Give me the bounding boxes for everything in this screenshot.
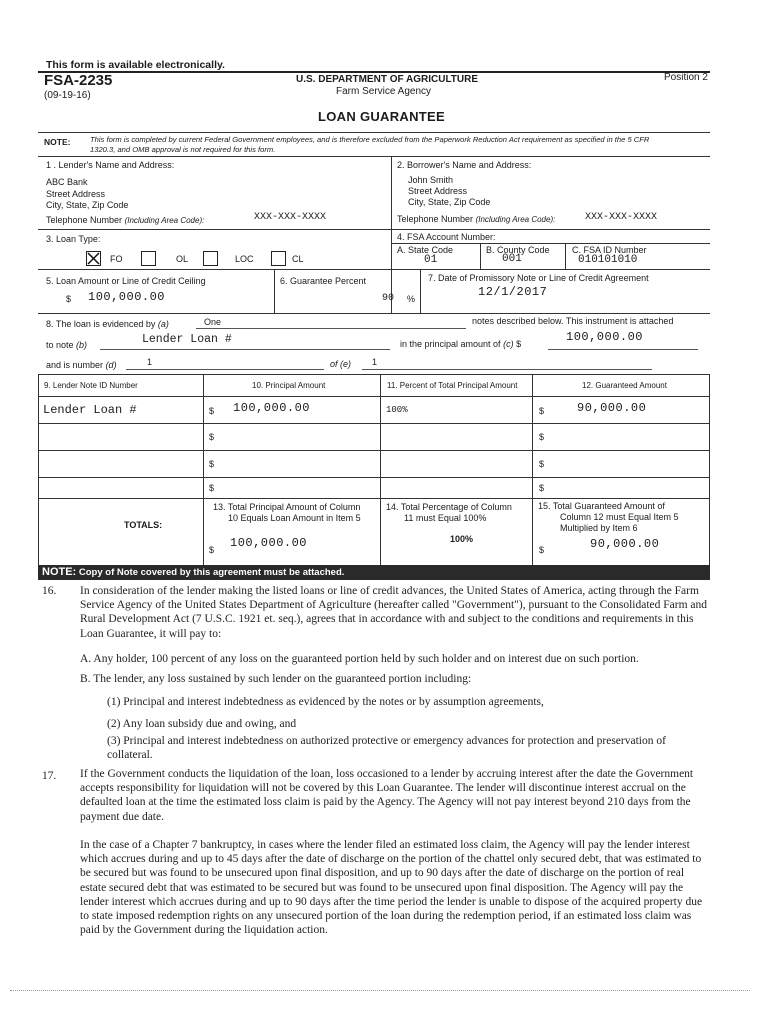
table-line [38, 423, 710, 424]
checkbox-loc[interactable] [203, 251, 218, 266]
note-bar-label: NOTE: [42, 566, 77, 578]
total13-currency: $ [209, 545, 215, 555]
table-line [38, 450, 710, 451]
phone-label-text: Telephone Number [46, 215, 123, 225]
county-code-value[interactable]: 001 [502, 253, 522, 265]
col-header-note-id: 9. Lender Note ID Number [44, 381, 138, 390]
item8-d-label: (d) [105, 360, 117, 370]
lender-label: 1 . Lender's Name and Address: [46, 160, 175, 170]
grid-line [480, 243, 481, 269]
table-line [38, 498, 710, 499]
item8-b-underline [100, 349, 390, 350]
item8-notes-text: notes described below. This instrument is attached [472, 316, 674, 326]
totals-label: TOTALS: [124, 520, 163, 530]
note-text-2: 1320.3, and OMB approval is not required for this form. [90, 145, 276, 154]
item-b2: (2) Any loan subsidy due and owing, and [107, 718, 297, 730]
loan-amount-value[interactable]: 100,000.00 [88, 290, 166, 304]
grid-line [38, 313, 710, 314]
form-title: LOAN GUARANTEE [318, 109, 445, 124]
lender-street: Street Address [46, 189, 106, 199]
phone-label-text: Telephone Number [397, 214, 474, 224]
item8-c-label: (c) [503, 339, 514, 349]
lender-phone-value[interactable]: XXX-XXX-XXXX [254, 212, 327, 223]
grid-line [420, 269, 421, 313]
table-row-2-currency: $ [209, 432, 215, 442]
grid-line [38, 229, 710, 230]
loan-type-label: 3. Loan Type: [46, 234, 101, 244]
state-code-label: A. State Code [397, 245, 454, 255]
item8-e-underline [362, 369, 652, 370]
table-row-3-g-currency: $ [539, 459, 545, 469]
table-row-3-currency: $ [209, 459, 215, 469]
item8-b-label: (b) [76, 340, 88, 350]
table-line [38, 396, 710, 397]
item8-a-value[interactable]: One [204, 317, 222, 327]
total15-value[interactable]: 90,000.00 [590, 537, 660, 551]
item8-e-value[interactable]: 1 [372, 357, 378, 367]
lender-phone-label [46, 215, 204, 225]
fsa-id-label: C. FSA ID Number [572, 245, 647, 255]
note-top-rule [38, 132, 710, 133]
col-header-percent: 11. Percent of Total Principal Amount [387, 381, 518, 390]
borrower-phone-value[interactable]: XXX-XXX-XXXX [585, 212, 658, 223]
item8-d-underline [126, 369, 324, 370]
total13-value[interactable]: 100,000.00 [230, 536, 308, 550]
lender-name: ABC Bank [46, 177, 88, 187]
p17-number: 17. [42, 770, 57, 782]
table-row-1-g-currency: $ [539, 406, 545, 416]
paragraph-17: If the Government conducts the liquidation of the loan, loss occasioned to a lender by accruing interest after the date the Government accepts responsibility for liquidation will not be covered by this Loan Guarantee. The lender will discontinue interest accrual on the defaulted loan at the time the estimated loss claim is paid by the Agency. The Agency will not pay interest beyond 210 days from the payment due date. [80, 768, 694, 823]
fsa-account-label: 4. FSA Account Number: [397, 232, 496, 242]
item8-a-underline [196, 328, 466, 329]
form-number: FSA-2235 [44, 72, 113, 89]
table-row-1-currency: $ [209, 406, 215, 416]
table-line [38, 374, 710, 375]
note-date-value[interactable]: 12/1/2017 [478, 285, 548, 299]
table-row-1-note-id[interactable]: Lender Loan # [43, 403, 137, 417]
table-row-4-currency: $ [209, 483, 215, 493]
guarantee-percent-unit: % [407, 294, 416, 304]
item-b1: (1) Principal and interest indebtedness as evidenced by the notes or by assumption agreements, [107, 696, 544, 708]
principal-text: in the principal amount of [400, 339, 501, 349]
to-note-text: to note [46, 340, 74, 350]
total15-line3: Multiplied by Item 6 [560, 523, 638, 533]
item8-c-currency: $ [516, 339, 522, 349]
item-a: A. Any holder, 100 percent of any loss on the guaranteed portion held by such holder and on interest due on such portion. [80, 653, 639, 665]
lender-city: City, State, Zip Code [46, 200, 129, 210]
total14-line2: 11 must Equal 100% [404, 513, 487, 523]
availability-note: This form is available electronically. [46, 59, 225, 71]
grid-line [274, 269, 275, 313]
item8-and-number [46, 360, 117, 370]
bottom-rule [10, 990, 750, 991]
item8-principal-text [400, 339, 521, 349]
item8-c-value[interactable]: 100,000.00 [566, 330, 644, 344]
item8-c-underline [548, 349, 698, 350]
loan-amount-label: 5. Loan Amount or Line of Credit Ceiling [46, 276, 206, 286]
option-fo-label: FO [110, 254, 123, 264]
table-row-1-percent[interactable]: 100% [386, 405, 408, 415]
total13-line1: 13. Total Principal Amount of Column [213, 502, 361, 512]
total15-line1: 15. Total Guaranteed Amount of [538, 501, 665, 511]
guarantee-percent-value[interactable]: 90 [382, 293, 395, 304]
check-x-icon [87, 252, 100, 265]
option-cl-label: CL [292, 254, 304, 264]
checkbox-cl[interactable] [271, 251, 286, 266]
item8-b-value[interactable]: Lender Loan # [142, 333, 232, 346]
total13-line2: 10 Equals Loan Amount in Item 5 [228, 513, 361, 523]
table-row-4-g-currency: $ [539, 483, 545, 493]
item-b3: (3) Principal and interest indebtedness on authorized protective or emergency advances for protection and preservation of collateral. [107, 735, 666, 762]
guarantee-percent-label: 6. Guarantee Percent [280, 276, 367, 286]
item-b: B. The lender, any loss sustained by such lender on the guaranteed portion including: [80, 673, 472, 685]
agency: Farm Service Agency [336, 86, 432, 97]
item8-to-note [46, 340, 87, 350]
borrower-name: John Smith [408, 175, 454, 185]
total14-value[interactable]: 100% [450, 534, 474, 544]
item8-intro-text: 8. The loan is evidenced by [46, 319, 156, 329]
table-line [203, 374, 204, 566]
paragraph-16: In consideration of the lender making the listed loans or line of credit advances, the United States of America, acting through the Farm Service Agency of the United States Department of Agriculture (hereafter called "Government"), pursuant to the Consolidated Farm and Rural Development Act (7 U.S.C. 1921 et. seq.), agrees that in accordance with and subject to the conditions and requirements in this Loan Guarantee, it will pay to: [80, 585, 707, 640]
borrower-street: Street Address [408, 186, 468, 196]
borrower-city: City, State, Zip Code [408, 197, 491, 207]
table-line [532, 374, 533, 566]
item8-intro [46, 319, 169, 329]
note-bar-text: Copy of Note covered by this agreement must be attached. [78, 567, 345, 578]
grid-line [391, 243, 710, 244]
grid-line [391, 156, 392, 313]
total15-currency: $ [539, 545, 545, 555]
table-row-1-guaranteed[interactable]: 90,000.00 [577, 401, 647, 415]
borrower-label: 2. Borrower's Name and Address: [397, 160, 532, 170]
total14-line1: 14. Total Percentage of Column [386, 502, 512, 512]
form-date: (09-19-16) [44, 90, 91, 101]
state-code-value[interactable]: 01 [424, 254, 438, 266]
fsa-id-value[interactable]: 010101010 [578, 254, 638, 266]
paragraph-17b: In the case of a Chapter 7 bankruptcy, in cases where the lender filed an estimated loss claim, the Agency will pay the lender interest which accrues during and up to 45 days after the date of discharge on the portion of the chattel only secured debt, that was estimated to be secured but was found to be unsecured upon final disposition, and up to 90 days after the date of discharge on the portion of real estate secured debt that was estimated to be secured but was found to be unsecured upon final disposition. The Agency will pay the lender interest which accrues during and up to 90 days after the time period the lender is unable to dispose of the acquired property due to state imposed redemption rights on any unsecured portion of the loan during the redemption period, if an estimated loss claim was paid by the Government during the liquidation action. [80, 839, 703, 937]
header-rule [38, 71, 710, 73]
department: U.S. DEPARTMENT OF AGRICULTURE [296, 74, 479, 85]
p16-number: 16. [42, 585, 57, 597]
phone-hint: (Including Area Code): [124, 216, 205, 225]
total15-line2: Column 12 must Equal Item 5 [560, 512, 679, 522]
note-label: NOTE: [44, 137, 71, 147]
and-is-number-text: and is number [46, 360, 104, 370]
county-code-label: B. County Code [486, 245, 550, 255]
note-text-1: This form is completed by current Federal Government employees, and is therefore excluded from the Paperwork Reduction Act requirement as specified in the 5 CFR [90, 135, 650, 144]
checkbox-fo[interactable] [86, 251, 101, 266]
table-line [709, 374, 710, 566]
checkbox-ol[interactable] [141, 251, 156, 266]
borrower-phone-label [397, 214, 555, 224]
loan-amount-currency: $ [66, 294, 72, 304]
table-line [380, 374, 381, 566]
grid-line [565, 243, 566, 269]
grid-line [38, 269, 710, 270]
option-loc-label: LOC [235, 254, 254, 264]
col-header-principal: 10. Principal Amount [252, 381, 326, 390]
option-ol-label: OL [176, 254, 189, 264]
item8-of-label: of (e) [330, 359, 352, 369]
col-header-guaranteed: 12. Guaranteed Amount [582, 381, 667, 390]
position-label: Position 2 [664, 72, 708, 83]
table-line [38, 374, 39, 566]
note-bar [38, 565, 710, 580]
table-row-1-principal[interactable]: 100,000.00 [233, 401, 311, 415]
item8-d-value[interactable]: 1 [147, 357, 153, 367]
table-line [38, 477, 710, 478]
phone-hint: (Including Area Code): [475, 215, 556, 224]
grid-line [38, 156, 710, 157]
item8-a-label: (a) [157, 319, 169, 329]
table-row-2-g-currency: $ [539, 432, 545, 442]
note-date-label: 7. Date of Promissory Note or Line of Credit Agreement [428, 273, 649, 283]
